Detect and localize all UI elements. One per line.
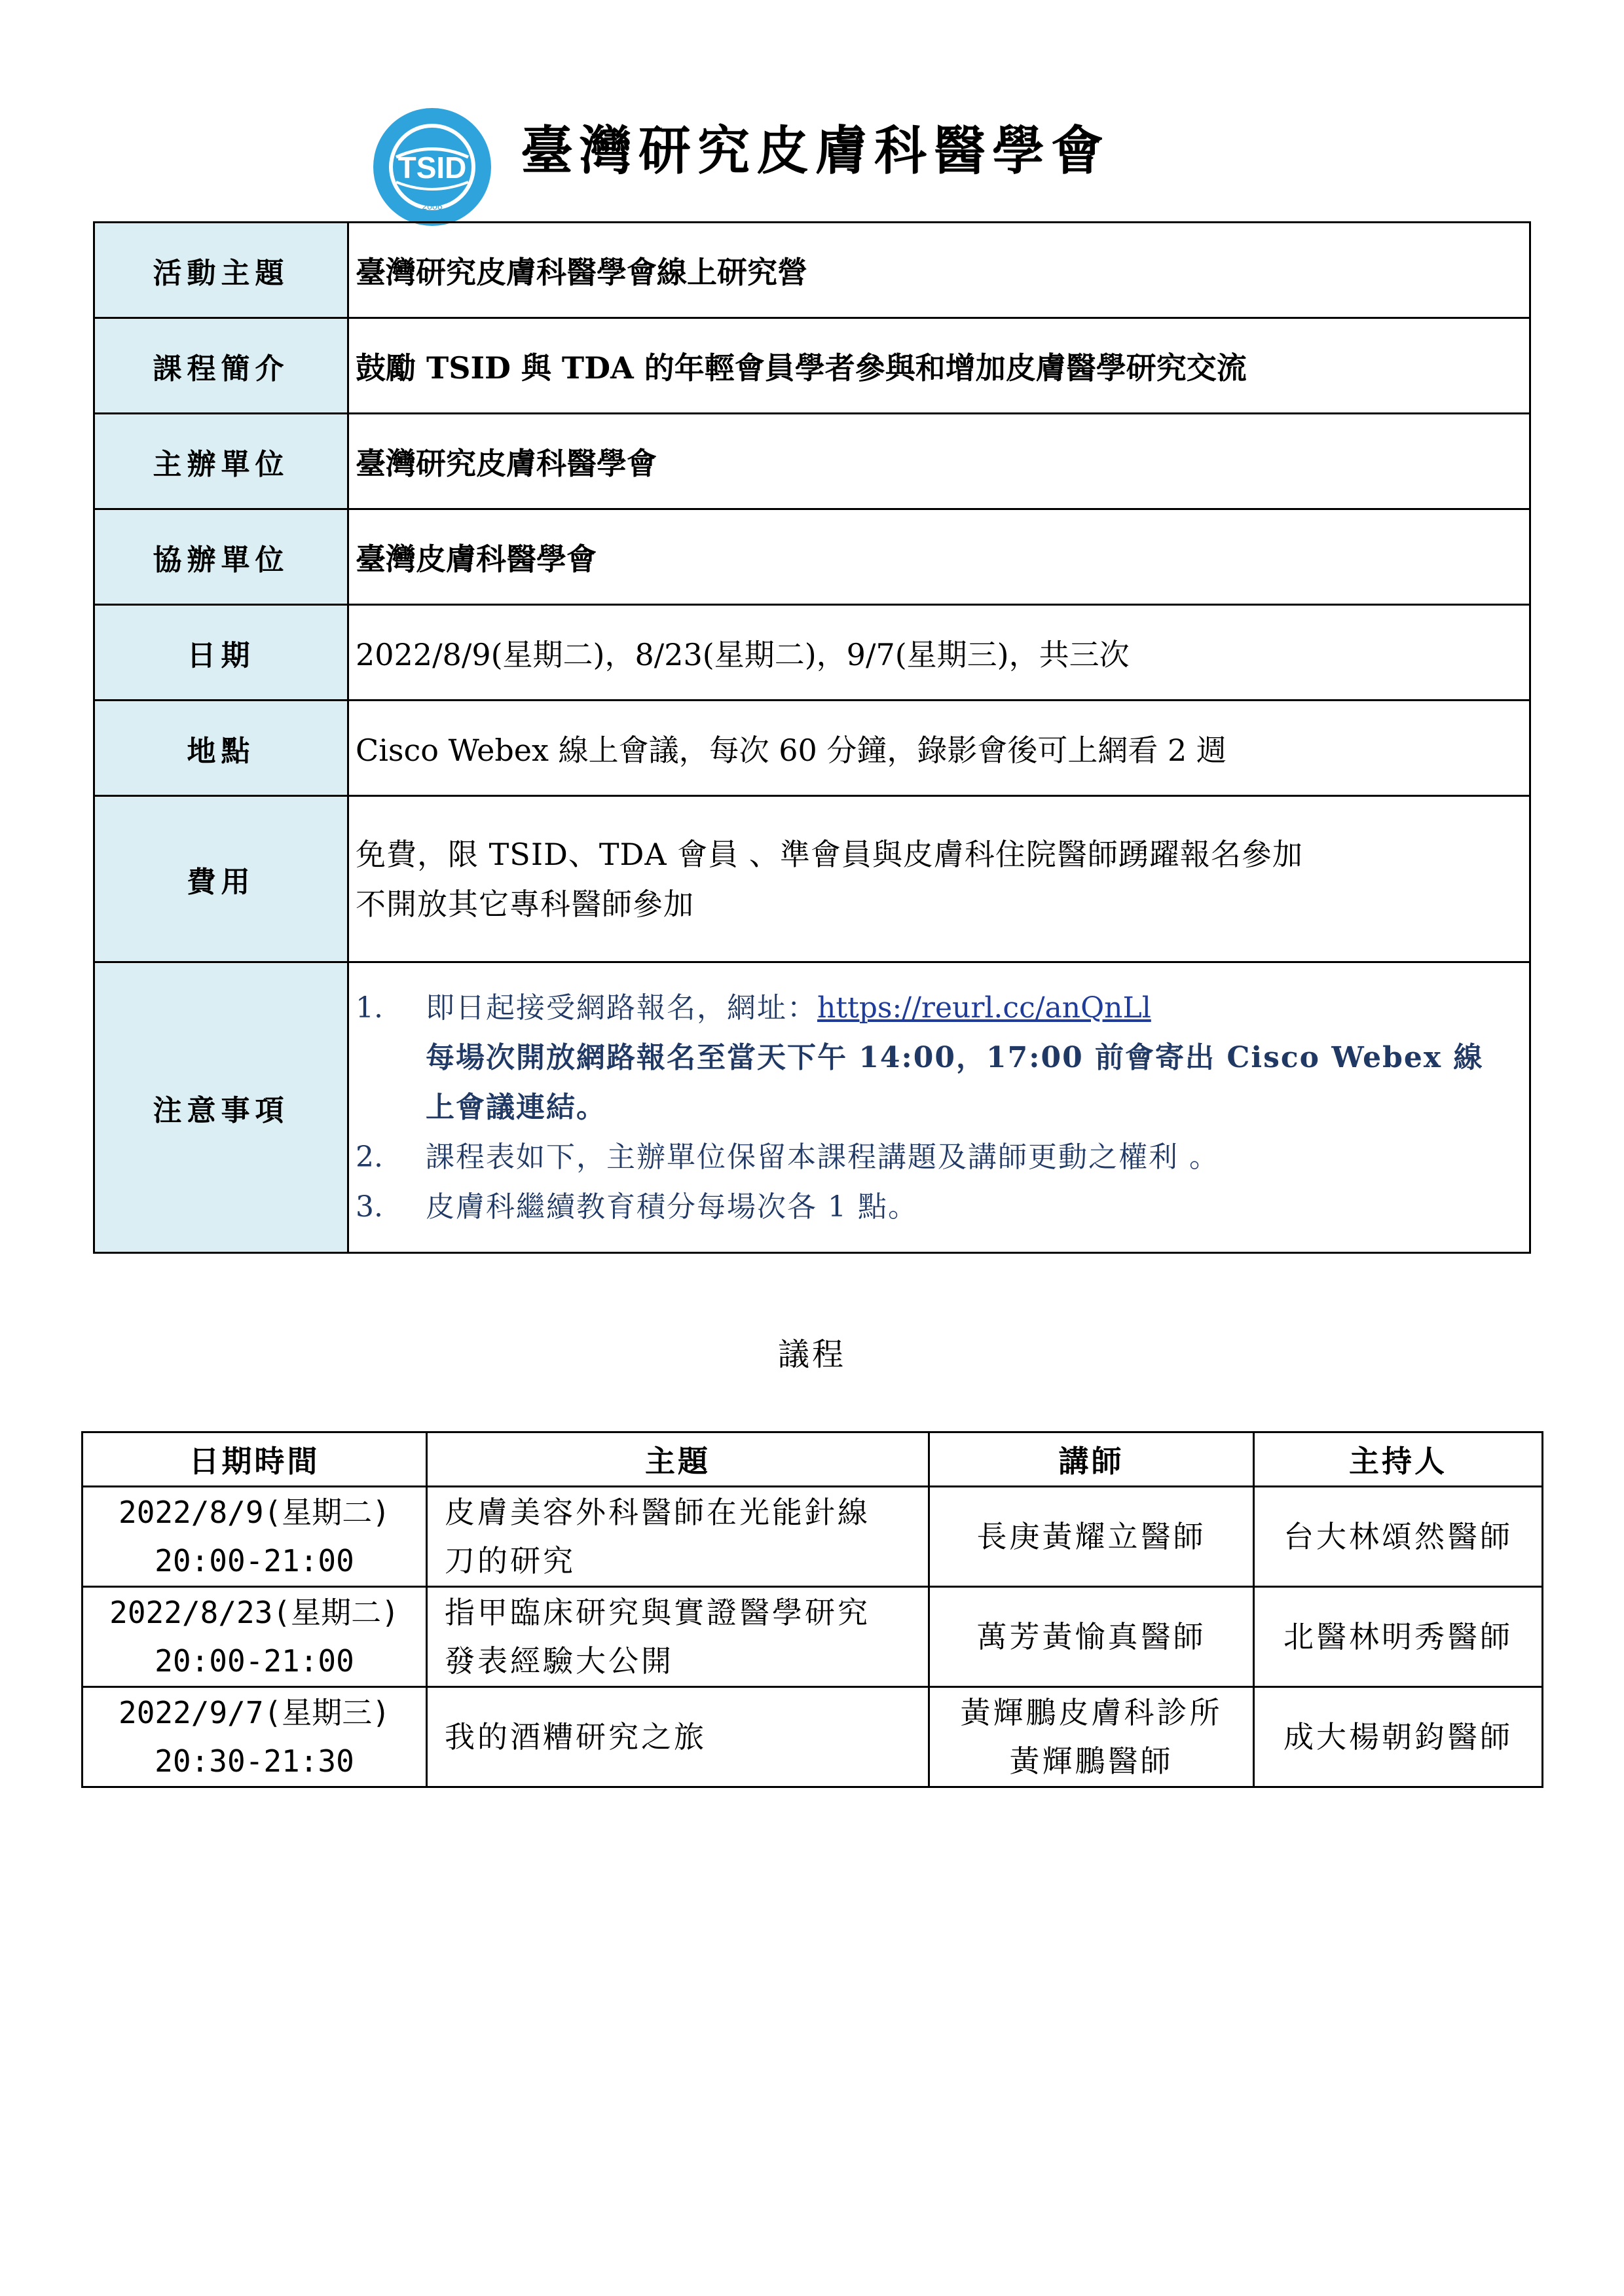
agenda-time: 20:30-21:30 [155, 1743, 354, 1779]
fee-line-2: 不開放其它專科醫師參加 [356, 886, 694, 922]
speaker-line: 黃輝鵬醫師 [1009, 1743, 1173, 1779]
fee-line-1: 免費，限 TSID、TDA 會員 、準會員與皮膚科住院醫師踴躍報名參加 [356, 836, 1303, 872]
date-value: 2022/8/9(星期二)，8/23(星期二)，9/7(星期三)，共三次 [348, 605, 1530, 701]
agenda-date: 2022/9/7(星期三) [119, 1695, 390, 1730]
logo-text: TSID [397, 151, 467, 185]
notes-label: 注意事項 [94, 962, 348, 1253]
theme-value: 臺灣研究皮膚科醫學會線上研究營 [348, 223, 1530, 318]
note-bold-line: 每場次開放網路報名至當天下午 14:00，17:00 前會寄出 Cisco Webex 線 [426, 1040, 1484, 1074]
location-value: Cisco Webex 線上會議，每次 60 分鐘，錄影會後可上網看 2 週 [348, 701, 1530, 796]
speaker-line: 長庚黃耀立醫師 [976, 1519, 1206, 1554]
agenda-speaker [929, 1687, 1254, 1787]
agenda-topic [427, 1487, 929, 1587]
info-row-date [94, 605, 1530, 701]
agenda-table [81, 1431, 1543, 1788]
agenda-date: 2022/8/23(星期二) [109, 1595, 399, 1630]
agenda-title: 議程 [777, 1336, 846, 1373]
note-bold-line: 上會議連結。 [426, 1090, 606, 1124]
intro-label: 課程簡介 [94, 318, 348, 414]
topic-line: 刀的研究 [445, 1543, 576, 1578]
info-row-organizer [94, 414, 1530, 509]
agenda-speaker [929, 1487, 1254, 1587]
agenda-topic [427, 1587, 929, 1687]
agenda-speaker [929, 1587, 1254, 1687]
agenda-host: 台大林頌然醫師 [1254, 1487, 1543, 1587]
agenda-row [83, 1487, 1543, 1587]
theme-label: 活動主題 [94, 223, 348, 318]
co-organizer-label: 協辦單位 [94, 509, 348, 605]
agenda-date: 2022/8/9(星期二) [119, 1495, 390, 1530]
fee-value [348, 796, 1530, 962]
agenda-host: 北醫林明秀醫師 [1254, 1587, 1543, 1687]
speaker-line: 萬芳黃愉真醫師 [976, 1619, 1206, 1654]
page-title: 臺灣研究皮膚科醫學會 [521, 120, 1110, 181]
note-number: 2. [356, 1140, 383, 1174]
topic-line: 發表經驗大公開 [445, 1643, 674, 1679]
registration-link[interactable]: https://reurl.cc/anQnLl [817, 991, 1151, 1025]
fee-label: 費用 [94, 796, 348, 962]
info-row-notes [94, 962, 1530, 1253]
agenda-header-row [83, 1432, 1543, 1487]
header-speaker: 講師 [929, 1432, 1254, 1487]
agenda-topic [427, 1687, 929, 1787]
header-host: 主持人 [1254, 1432, 1543, 1487]
event-info-table [93, 221, 1531, 1254]
info-row-theme [94, 223, 1530, 318]
agenda-row [83, 1587, 1543, 1687]
agenda-time: 20:00-21:00 [155, 1643, 354, 1679]
info-row-location [94, 701, 1530, 796]
date-label: 日期 [94, 605, 348, 701]
note-item [356, 983, 1528, 1033]
organizer-label: 主辦單位 [94, 414, 348, 509]
note-text: 皮膚科繼續教育積分每場次各 1 點。 [426, 1190, 918, 1224]
notes-value [348, 962, 1530, 1253]
organizer-value: 臺灣研究皮膚科醫學會 [348, 414, 1530, 509]
notes-list [356, 983, 1528, 1232]
note-number: 1. [356, 991, 383, 1025]
info-row-intro [94, 318, 1530, 414]
note-text: 課程表如下，主辦單位保留本課程講題及講師更動之權利 。 [426, 1140, 1219, 1174]
topic-line: 指甲臨床研究與實證醫學研究 [445, 1595, 870, 1630]
agenda-host: 成大楊朝鈞醫師 [1254, 1687, 1543, 1787]
topic-line: 皮膚美容外科醫師在光能針線 [445, 1495, 870, 1530]
agenda-row [83, 1687, 1543, 1787]
agenda-datetime [83, 1487, 427, 1587]
agenda-time: 20:00-21:00 [155, 1543, 354, 1578]
intro-value: 鼓勵 TSID 與 TDA 的年輕會員學者參與和增加皮膚醫學研究交流 [348, 318, 1530, 414]
header-topic: 主題 [427, 1432, 929, 1487]
agenda-datetime [83, 1687, 427, 1787]
speaker-line: 黃輝鵬皮膚科診所 [960, 1695, 1223, 1730]
header-datetime: 日期時間 [83, 1432, 427, 1487]
tsid-logo [370, 105, 494, 229]
note-item [356, 1133, 1528, 1182]
topic-line: 我的酒糟研究之旅 [445, 1719, 707, 1755]
agenda-datetime [83, 1587, 427, 1687]
co-organizer-value: 臺灣皮膚科醫學會 [348, 509, 1530, 605]
logo-year: 2006 [422, 201, 443, 211]
info-row-fee [94, 796, 1530, 962]
info-row-co-organizer [94, 509, 1530, 605]
note-text: 即日起接受網路報名，網址： [426, 991, 817, 1025]
note-number: 3. [356, 1190, 383, 1224]
note-item [356, 1182, 1528, 1232]
location-label: 地點 [94, 701, 348, 796]
